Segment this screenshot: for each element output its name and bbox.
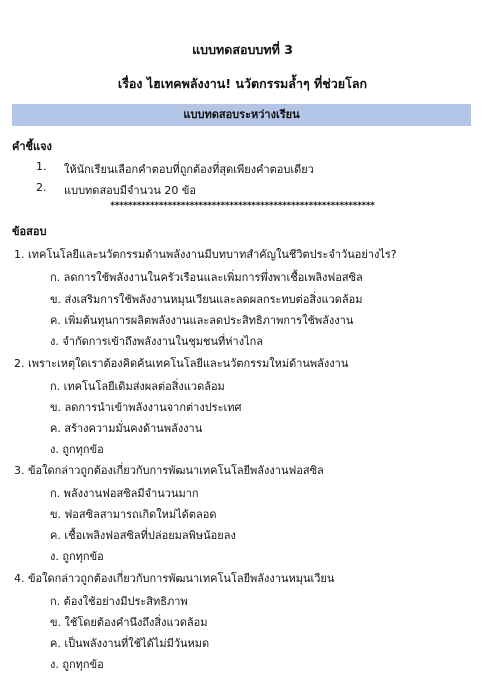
choice-text: ข. ลดการนำเข้าพลังงานจากต่างประเทศ <box>50 401 242 414</box>
choice-text: ง. จำกัดการเข้าถึงพลังงานในชุมชนที่ห่างไกล <box>50 335 264 348</box>
choice-text: ก. พลังงานฟอสซิลมีจำนวนมาก <box>50 487 199 500</box>
instruction-item: ให้นักเรียนเลือกคำตอบที่ถูกต้องที่สุดเพียงคำตอบเดียว <box>64 163 314 176</box>
choice-text: ข. ฟอสซิลสามารถเกิดใหม่ได้ตลอด <box>50 508 217 521</box>
instruction-number: 1. <box>36 160 47 173</box>
choice-text: ง. ถูกทุกข้อ <box>50 443 104 456</box>
choice-text: ค. สร้างความมั่นคงด้านพลังงาน <box>50 422 203 435</box>
question-text: 3. ข้อใดกล่าวถูกต้องเกี่ยวกับการพัฒนาเทคโนโลยีพลังงานฟอสซิล <box>14 464 324 477</box>
choice-text: ก. ต้องใช้อย่างมีประสิทธิภาพ <box>50 595 188 608</box>
page-title: แบบทดสอบบทที่ 3 <box>192 42 293 57</box>
choice-text: ค. เป็นพลังงานที่ใช้ได้ไม่มีวันหมด <box>50 637 210 650</box>
choice-text: ข. ส่งเสริมการใช้พลังงานหมุนเวียนและลดผลกระทบต่อสิ่งแวดล้อม <box>50 293 363 306</box>
separator-line: ************************************************************ <box>110 201 375 211</box>
section-band: แบบทดสอบระหว่างเรียน <box>12 104 471 126</box>
instruction-number: 2. <box>36 181 47 194</box>
question-text: 4. ข้อใดกล่าวถูกต้องเกี่ยวกับการพัฒนาเทคโนโลยีพลังงานหมุนเวียน <box>14 572 335 585</box>
choice-text: ง. ถูกทุกข้อ <box>50 550 104 563</box>
question-text: 1. เทคโนโลยีและนวัตกรรมด้านพลังงานมีบทบาทสำคัญในชีวิตประจำวันอย่างไร? <box>14 248 397 261</box>
choice-text: ค. เชื้อเพลิงฟอสซิลที่ปล่อยมลพิษน้อยลง <box>50 529 236 542</box>
instruction-item: แบบทดสอบมีจำนวน 20 ข้อ <box>64 184 196 197</box>
choice-text: ข. ใช้โดยต้องคำนึงถึงสิ่งแวดล้อม <box>50 616 208 629</box>
instructions-heading: คำชี้แจง <box>12 140 52 153</box>
page-subtitle: เรื่อง ไฮเทคพลังงาน! นวัตกรรมล้ำๆ ที่ช่วยโลก <box>117 76 368 91</box>
choice-text: ก. ลดการใช้พลังงานในครัวเรือนและเพิ่มการพึ่งพาเชื้อเพลิงฟอสซิล <box>50 271 363 284</box>
choice-text: ก. เทคโนโลยีเดิมส่งผลต่อสิ่งแวดล้อม <box>50 380 225 393</box>
choice-text: ง. ถูกทุกข้อ <box>50 658 104 671</box>
question-text: 2. เพราะเหตุใดเราต้องคิดค้นเทคโนโลยีและนวัตกรรมใหม่ด้านพลังงาน <box>14 357 349 370</box>
choice-text: ค. เพิ่มต้นทุนการผลิตพลังงานและลดประสิทธิภาพการใช้พลังงาน <box>50 314 354 327</box>
exam-heading: ข้อสอบ <box>12 225 47 238</box>
